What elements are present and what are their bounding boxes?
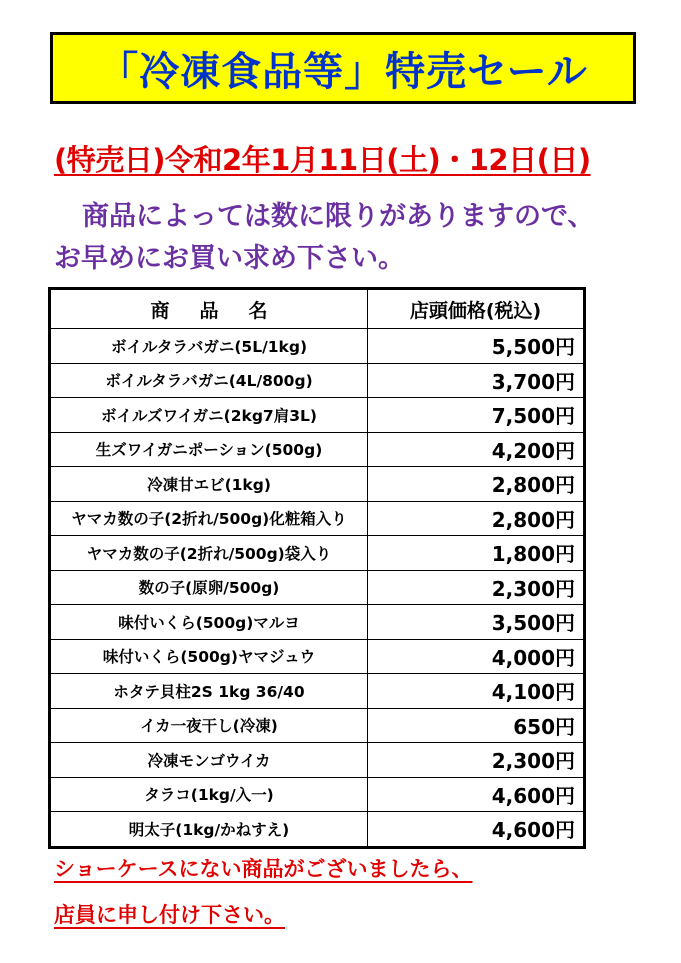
- table-header-row: [50, 289, 585, 329]
- table-row: [50, 432, 585, 467]
- product-price: 7,500円: [368, 398, 585, 433]
- table-row: [50, 708, 585, 743]
- product-name: ヤマカ数の子(2折れ/500g)化粧箱入り: [50, 501, 368, 536]
- product-price: 2,300円: [368, 570, 585, 605]
- product-price: 2,300円: [368, 743, 585, 778]
- footer-notice: [54, 846, 473, 938]
- product-price: 2,800円: [368, 467, 585, 502]
- page-title: 「冷凍食品等」特売セール: [98, 48, 588, 95]
- product-name: ボイルズワイガニ(2kg7肩3L): [50, 398, 368, 433]
- table-row: [50, 398, 585, 433]
- footer-line-2: 店員に申し付け下さい。: [54, 903, 285, 927]
- notice-line-2: お早めにお買い求め下さい。: [54, 243, 405, 274]
- product-price: 4,200円: [368, 432, 585, 467]
- product-price: 4,100円: [368, 674, 585, 709]
- product-price: 4,000円: [368, 639, 585, 674]
- product-name: ボイルタラバガニ(4L/800g): [50, 363, 368, 398]
- table-row: [50, 639, 585, 674]
- product-name: 味付いくら(500g)ヤマジュウ: [50, 639, 368, 674]
- product-name: イカ一夜干し(冷凍): [50, 708, 368, 743]
- price-table: [48, 287, 586, 849]
- title-banner: [50, 32, 636, 104]
- table-row: [50, 674, 585, 709]
- table-row: [50, 536, 585, 571]
- table-row: [50, 467, 585, 502]
- header-price: 店頭価格(税込): [368, 289, 585, 329]
- product-name: タラコ(1kg/入一): [50, 777, 368, 812]
- table-row: [50, 363, 585, 398]
- product-price: 5,500円: [368, 329, 585, 364]
- product-price: 2,800円: [368, 501, 585, 536]
- footer-line-1: ショーケースにない商品がございましたら、: [54, 857, 473, 881]
- product-name: 冷凍甘エビ(1kg): [50, 467, 368, 502]
- table-row: [50, 777, 585, 812]
- product-name: ホタテ貝柱2S 1kg 36/40: [50, 674, 368, 709]
- product-price: 3,500円: [368, 605, 585, 640]
- product-name: 明太子(1kg/かねすえ): [50, 812, 368, 848]
- product-price: 4,600円: [368, 777, 585, 812]
- table-row: [50, 570, 585, 605]
- notice-line-1: 商品によっては数に限りがありますので、: [82, 201, 595, 232]
- product-name: 数の子(原卵/500g): [50, 570, 368, 605]
- table-row: [50, 605, 585, 640]
- product-name: ヤマカ数の子(2折れ/500g)袋入り: [50, 536, 368, 571]
- header-product-name: 商品名: [50, 289, 368, 329]
- table-row: [50, 329, 585, 364]
- product-name: 生ズワイガニポーション(500g): [50, 432, 368, 467]
- sale-date: (特売日)令和2年1月11日(土)・12日(日): [54, 143, 591, 177]
- product-price: 1,800円: [368, 536, 585, 571]
- table-row: [50, 812, 585, 848]
- product-name: 味付いくら(500g)マルヨ: [50, 605, 368, 640]
- product-name: ボイルタラバガニ(5L/1kg): [50, 329, 368, 364]
- product-price: 4,600円: [368, 812, 585, 848]
- product-name: 冷凍モンゴウイカ: [50, 743, 368, 778]
- table-body: [50, 329, 585, 848]
- product-price: 650円: [368, 708, 585, 743]
- stock-notice: [54, 196, 654, 280]
- table-row: [50, 743, 585, 778]
- product-price: 3,700円: [368, 363, 585, 398]
- table-row: [50, 501, 585, 536]
